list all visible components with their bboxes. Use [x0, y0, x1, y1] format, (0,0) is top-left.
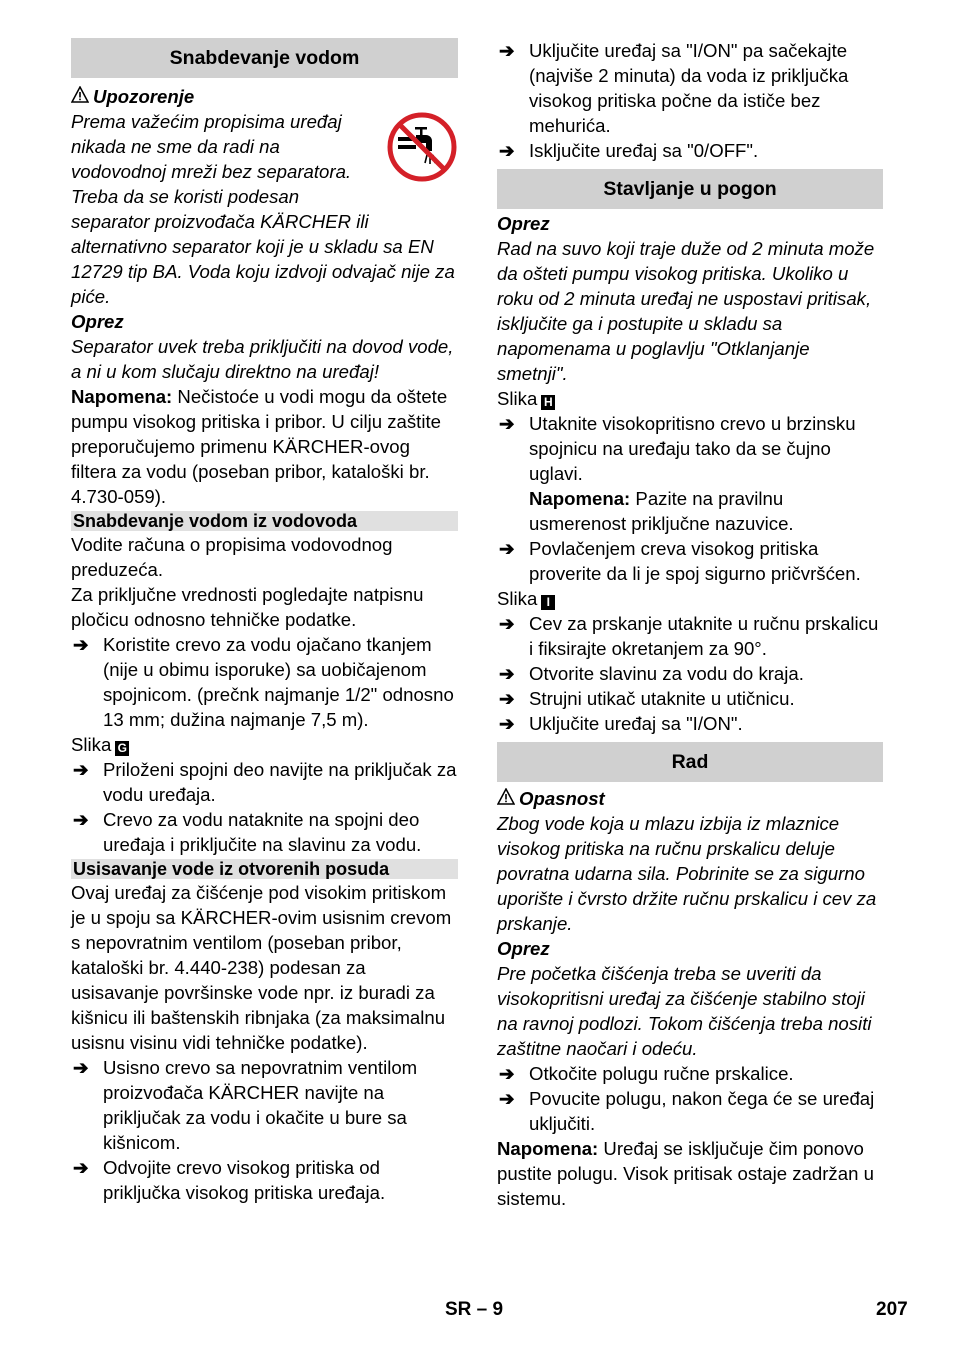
footer-page-number: 207 — [876, 1299, 908, 1320]
instruction-step: ➔ Utaknite visokopritisno crevo u brzinsku spojnicu na uređaju tako da se čujno uglavi. — [499, 413, 856, 484]
figure-reference: Slika I — [497, 586, 883, 611]
arrow-icon: ➔ — [499, 688, 515, 709]
note-label: Napomena: — [497, 1138, 599, 1159]
note — [497, 486, 883, 536]
instruction-step: ➔ Otkočite polugu ručne prskalice. — [499, 1063, 794, 1084]
arrow-icon: ➔ — [499, 613, 515, 634]
arrow-icon: ➔ — [73, 809, 89, 830]
note-text: Nečistoće u vodi mogu da oštete pumpu visokog pritiska i pribor. U cilju zaštite preporučujemo primenu KÄRCHER-ovog filtera za vodu (poseban pribor, kataloški br. 4.730-059). — [71, 386, 448, 507]
arrow-icon: ➔ — [499, 713, 515, 734]
note-label: Napomena: — [71, 386, 173, 407]
caution-text: Pre početka čišćenja treba se uveriti da visokopritisni uređaj za čišćenje stabilno stoji na ravnoj podlozi. Tokom čišćenja treba nositi zaštitne naočari i odeću. — [497, 963, 872, 1059]
subsection-heading-mains: Snabdevanje vodom iz vodovoda — [71, 511, 458, 531]
note — [71, 384, 458, 509]
instruction-step: ➔ Odvojite crevo visokog pritiska od priključka visokog pritiska uređaja. — [73, 1157, 386, 1203]
arrow-icon: ➔ — [73, 1157, 89, 1178]
instruction-step: ➔ Crevo za vodu nataknite na spojni deo uređaja i priključite na slavinu za vodu. — [73, 809, 422, 855]
arrow-icon: ➔ — [499, 40, 515, 61]
figure-letter-badge: G — [115, 741, 129, 756]
warning-block — [71, 109, 458, 309]
section-heading-start-up: Stavljanje u pogon — [497, 169, 883, 209]
left-column — [71, 38, 458, 1205]
no-drinking-water-icon — [386, 111, 458, 189]
danger-text: Zbog vode koja u mlazu izbija iz mlaznice visokog pritiska na ručnu prskalicu deluje povratna udarna sila. Pobrinite se za sigurno uporište i čvrsto držite ručnu prskalicu i cev za prskanje. — [497, 813, 877, 934]
instruction-step: ➔ Otvorite slavinu za vodu do kraja. — [499, 663, 804, 684]
arrow-icon: ➔ — [499, 663, 515, 684]
arrow-icon: ➔ — [499, 1088, 515, 1109]
warning-triangle-icon — [497, 786, 519, 811]
figure-letter-badge: I — [541, 595, 555, 610]
instruction-step: ➔ Usisno crevo sa nepovratnim ventilom proizvođača KÄRCHER navijte na priključak za vodu i okačite u bure sa kišnicom. — [73, 1057, 418, 1153]
arrow-icon: ➔ — [73, 634, 89, 655]
note-label: Napomena: — [529, 488, 631, 509]
instruction-step: ➔ Isključite uređaj sa "0/OFF". — [499, 140, 759, 161]
instruction-step: ➔ Uključite uređaj sa "I/ON". — [499, 713, 743, 734]
warning-text: Prema važećim propisima uređaj nikada ne sme da radi na vodovodnoj mreži bez separatora. Treba da se koristi podesan separator proizvođača KÄRCHER ili alternativno separator koji je u skladu sa EN 12729 tip BA. Voda koju izdvoji odvajač nije za piće. — [71, 111, 455, 307]
danger-title: Opasnost — [519, 788, 605, 809]
instruction-step: ➔ Priloženi spojni deo navijte na priključak za vodu uređaja. — [73, 759, 457, 805]
instruction-step: ➔ Koristite crevo za vodu ojačano tkanjem (nije u obimu isporuke) sa uobičajenom spojnicom. (prečnk najmanje 1/2" odnosno 13 mm; dužina najmanje 7,5 m). — [73, 634, 454, 730]
figure-reference: Slika H — [497, 386, 883, 411]
section-heading-operation: Rad — [497, 742, 883, 782]
note-text: Pazite na pravilnu usmerenost priključne nazuvice. — [529, 488, 794, 534]
caution-title: Oprez — [497, 213, 550, 234]
warning-heading — [71, 84, 458, 109]
note-text: Uređaj se isključuje čim ponovo pustite polugu. Visok pritisak ostaje zadržan u sistemu. — [497, 1138, 874, 1209]
danger-heading — [497, 786, 883, 811]
instruction-step: ➔ Uključite uređaj sa "I/ON" pa sačekajte (najviše 2 minuta) da voda iz priključka visokog pritiska počne da ističe bez mehurića. — [499, 40, 849, 136]
arrow-icon: ➔ — [499, 413, 515, 434]
figure-reference: Slika G — [71, 732, 458, 757]
caution-text: Separator uvek treba priključiti na dovod vode, a ni u kom slučaju direktno na uređaj! — [71, 336, 454, 382]
paragraph: Za priključne vrednosti pogledajte natpisnu pločicu odnosno tehničke podatke. — [71, 584, 424, 630]
paragraph: Vodite računa o propisima vodovodnog preduzeća. — [71, 534, 393, 580]
paragraph: Ovaj uređaj za čišćenje pod visokim pritiskom je u spoju sa KÄRCHER-ovim usisnim crevom s nepovratnim ventilom (poseban pribor, kataloški br. 4.440-238) podesan za usisavanje površinske vode npr. iz buradi za kišnicu ili baštenskih ribnjaka (za maksimalnu usisnu visinu vidi tehničke podatke). — [71, 882, 452, 1053]
instruction-step: ➔ Strujni utikač utaknite u utičnicu. — [499, 688, 795, 709]
right-column — [497, 38, 883, 1211]
caution-title: Oprez — [71, 311, 124, 332]
warning-triangle-icon — [71, 84, 93, 109]
caution-title: Oprez — [497, 938, 550, 959]
arrow-icon: ➔ — [499, 1063, 515, 1084]
arrow-icon: ➔ — [499, 538, 515, 559]
caution-text: Rad na suvo koji traje duže od 2 minuta može da ošteti pumpu visokog pritiska. Ukoliko u roku od 2 minuta uređaj ne uspostavi pritisak, isključite ga i postupite u skladu sa napomenama u poglavlju "Otklanjanje smetnji". — [497, 238, 875, 384]
section-heading-water-supply: Snabdevanje vodom — [71, 38, 458, 78]
arrow-icon: ➔ — [499, 140, 515, 161]
instruction-step: ➔ Povucite polugu, nakon čega će se uređaj uključiti. — [499, 1088, 875, 1134]
note — [497, 1136, 883, 1211]
footer-section-page: SR – 9 — [445, 1299, 504, 1320]
arrow-icon: ➔ — [73, 1057, 89, 1078]
instruction-step: ➔ Cev za prskanje utaknite u ručnu prskalicu i fiksirajte okretanjem za 90°. — [499, 613, 879, 659]
warning-title: Upozorenje — [93, 86, 195, 107]
instruction-step: ➔ Povlačenjem creva visokog pritiska proverite da li je spoj sigurno pričvršćen. — [499, 538, 861, 584]
figure-letter-badge: H — [541, 395, 555, 410]
subsection-heading-open-containers: Usisavanje vode iz otvorenih posuda — [71, 859, 458, 879]
arrow-icon: ➔ — [73, 759, 89, 780]
